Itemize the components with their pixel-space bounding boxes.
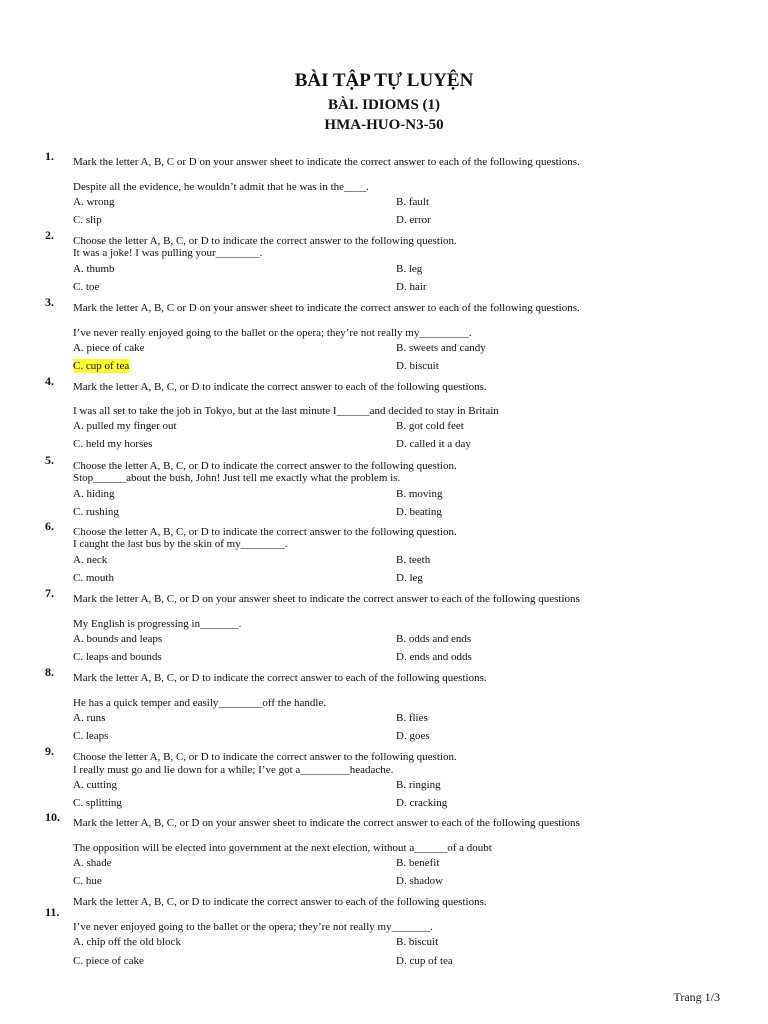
option-d: D. biscuit bbox=[396, 360, 439, 372]
option-d: D. called it a day bbox=[396, 438, 471, 450]
question-instruction: Mark the letter A, B, C, or D to indicate the correct answer to each of the following questions. bbox=[73, 381, 487, 393]
option-c: C. splitting bbox=[73, 797, 122, 809]
question-instruction: Mark the letter A, B, C or D on your answer sheet to indicate the correct answer to each of the following questions. bbox=[73, 302, 580, 314]
question-number: 8. bbox=[45, 665, 54, 679]
option-b: B. sweets and candy bbox=[396, 342, 486, 354]
question-number: 7. bbox=[45, 586, 54, 600]
question-number: 10. bbox=[45, 810, 60, 824]
option-a: A. wrong bbox=[73, 196, 115, 208]
question-number: 11. bbox=[45, 905, 60, 919]
option-b: B. moving bbox=[396, 488, 443, 500]
option-d: D. leg bbox=[396, 572, 423, 584]
option-b: B. flies bbox=[396, 712, 428, 724]
option-a: A. chip off the old block bbox=[73, 936, 181, 948]
option-b: B. got cold feet bbox=[396, 420, 464, 432]
option-c: C. piece of cake bbox=[73, 955, 144, 967]
option-c: C. mouth bbox=[73, 572, 114, 584]
question-stem: The opposition will be elected into government at the next election, without a______of a doubt bbox=[73, 842, 492, 854]
question-instruction: Choose the letter A, B, C, or D to indicate the correct answer to the following question. bbox=[73, 526, 457, 538]
option-a: A. hiding bbox=[73, 488, 115, 500]
question-number: 6. bbox=[45, 519, 54, 533]
option-c: C. hue bbox=[73, 875, 102, 887]
page-number: Trang 1/3 bbox=[673, 990, 720, 1004]
option-d: D. cracking bbox=[396, 797, 448, 809]
option-c: C. slip bbox=[73, 214, 102, 226]
option-c: C. toe bbox=[73, 281, 100, 293]
option-d: D. ends and odds bbox=[396, 651, 472, 663]
option-c: C. rushing bbox=[73, 506, 119, 518]
option-a: A. runs bbox=[73, 712, 106, 724]
question-number: 9. bbox=[45, 744, 54, 758]
option-d: D. goes bbox=[396, 730, 430, 742]
question-instruction: Choose the letter A, B, C, or D to indicate the correct answer to the following question. bbox=[73, 751, 457, 763]
question-stem: My English is progressing in_______. bbox=[73, 618, 242, 630]
option-b: B. benefit bbox=[396, 857, 440, 869]
question-instruction: Mark the letter A, B, C, or D to indicate the correct answer to each of the following questions. bbox=[73, 896, 487, 908]
question-number: 2. bbox=[45, 228, 54, 242]
question-number: 5. bbox=[45, 453, 54, 467]
option-d: D. beating bbox=[396, 506, 442, 518]
option-a: A. neck bbox=[73, 554, 108, 566]
option-d: D. shadow bbox=[396, 875, 444, 887]
option-a: A. cutting bbox=[73, 779, 117, 791]
option-c: C. leaps and bounds bbox=[73, 651, 162, 663]
option-c: C. held my horses bbox=[73, 438, 153, 450]
option-d: D. hair bbox=[396, 281, 427, 293]
option-d: D. error bbox=[396, 214, 431, 226]
question-stem: He has a quick temper and easily________off the handle. bbox=[73, 697, 327, 709]
question-stem: Despite all the evidence, he wouldn’t admit that he was in the____. bbox=[73, 181, 369, 193]
question-number: 3. bbox=[45, 295, 54, 309]
option-c-highlighted: C. cup of tea bbox=[73, 360, 130, 372]
option-a: A. thumb bbox=[73, 263, 115, 275]
question-stem: I’ve never really enjoyed going to the ballet or the opera; they’re not really my_________. bbox=[73, 327, 472, 339]
option-b: B. leg bbox=[396, 263, 423, 275]
option-b: B. biscuit bbox=[396, 936, 439, 948]
question-stem: I’ve never enjoyed going to the ballet or the opera; they’re not really my_______. bbox=[73, 921, 433, 933]
option-a: A. pulled my finger out bbox=[73, 420, 177, 432]
question-instruction: Mark the letter A, B, C, or D on your answer sheet to indicate the correct answer to each of the following questions bbox=[73, 593, 580, 605]
option-b: B. ringing bbox=[396, 779, 441, 791]
option-b: B. fault bbox=[396, 196, 429, 208]
document-code: HMA-HUO-N3-50 bbox=[324, 117, 444, 133]
question-stem: I caught the last bus by the skin of my________. bbox=[73, 538, 288, 550]
option-b: B. odds and ends bbox=[396, 633, 472, 645]
question-instruction: Choose the letter A, B, C, or D to indicate the correct answer to the following question. bbox=[73, 235, 457, 247]
question-number: 4. bbox=[45, 374, 54, 388]
option-c: C. leaps bbox=[73, 730, 109, 742]
option-d: D. cup of tea bbox=[396, 955, 453, 967]
question-instruction: Choose the letter A, B, C, or D to indicate the correct answer to the following question. bbox=[73, 460, 457, 472]
question-stem: I really must go and lie down for a while; I’ve got a_________headache. bbox=[73, 764, 394, 776]
option-a: A. bounds and leaps bbox=[73, 633, 163, 645]
question-stem: It was a joke! I was pulling your________. bbox=[73, 247, 263, 259]
page-subtitle: BÀI. IDIOMS (1) bbox=[327, 97, 441, 113]
question-instruction: Mark the letter A, B, C, or D on your answer sheet to indicate the correct answer to each of the following questions bbox=[73, 817, 580, 829]
question-number: 1. bbox=[45, 149, 54, 163]
page-title: BÀI TẬP TỰ LUYỆN bbox=[294, 70, 474, 91]
question-instruction: Mark the letter A, B, C, or D to indicate the correct answer to each of the following questions. bbox=[73, 672, 487, 684]
question-stem: I was all set to take the job in Tokyo, but at the last minute I______and decided to stay in Britain bbox=[73, 405, 499, 417]
option-a: A. piece of cake bbox=[73, 342, 145, 354]
option-a: A. shade bbox=[73, 857, 112, 869]
question-instruction: Mark the letter A, B, C or D on your answer sheet to indicate the correct answer to each of the following questions. bbox=[73, 156, 580, 168]
question-stem: Stop______about the bush, John! Just tell me exactly what the problem is. bbox=[73, 472, 401, 484]
option-b: B. teeth bbox=[396, 554, 431, 566]
